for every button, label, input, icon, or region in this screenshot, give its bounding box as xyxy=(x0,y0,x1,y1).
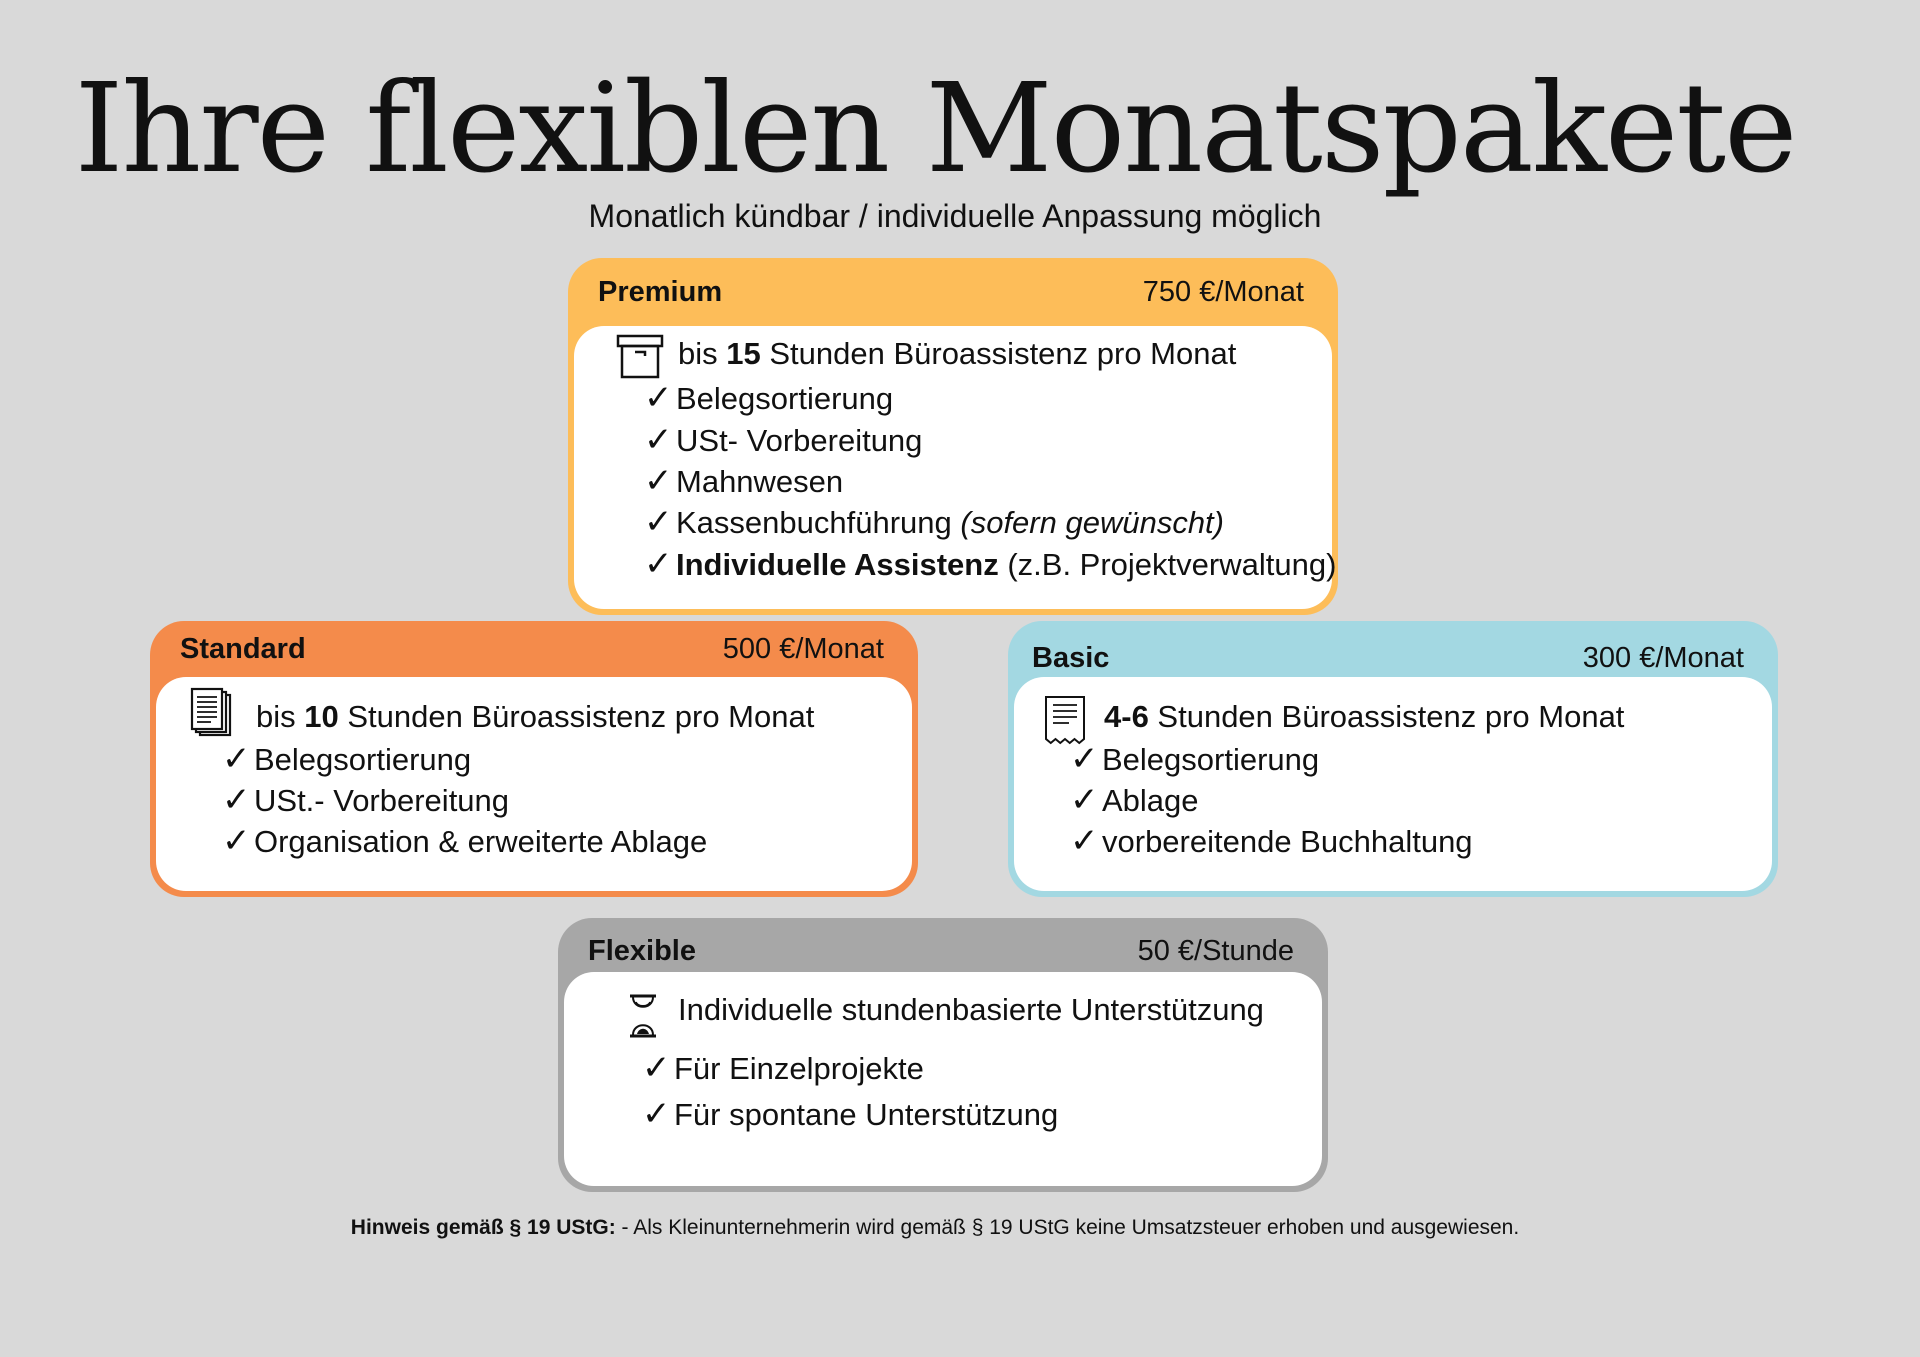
hourglass-icon xyxy=(628,994,658,1038)
footnote-text: - Als Kleinunternehmerin wird gemäß § 19 UStG keine Umsatzsteuer erhoben und ausgewiesen. xyxy=(615,1216,1520,1239)
feature-item: ✓ USt- Vorbereitung xyxy=(644,420,923,460)
basic-package-card xyxy=(1008,621,1778,897)
headline-line: Individuelle stundenbasierte Unterstützung xyxy=(678,992,1264,1027)
flexible-card-body xyxy=(564,972,1322,1186)
package-price: 50 €/Stunde xyxy=(1137,934,1294,967)
feature-item: ✓ Belegsortierung xyxy=(644,378,894,418)
feature-item: ✓ Für spontane Unterstützung xyxy=(642,1094,1059,1134)
feature-item: ✓ vorbereitende Buchhaltung xyxy=(1070,821,1473,861)
flexible-card-header xyxy=(588,924,1294,978)
checkmark-icon: ✓ xyxy=(644,420,673,460)
feature-item: ✓ Belegsortierung xyxy=(222,739,472,779)
archive-box-icon xyxy=(616,334,664,380)
checkmark-icon: ✓ xyxy=(222,780,251,820)
tax-footnote xyxy=(0,1216,1870,1240)
hours-value: 10 xyxy=(304,699,339,734)
page-subtitle: Monatlich kündbar / individuelle Anpassung möglich xyxy=(588,198,1322,234)
premium-package-card xyxy=(568,258,1338,615)
feature-item: ✓ Individuelle Assistenz (z.B. Projektverwaltung) xyxy=(644,544,1337,584)
standard-card-body xyxy=(156,677,912,891)
hours-value: 15 xyxy=(726,336,761,371)
feature-item: ✓ Kassenbuchführung (sofern gewünscht) xyxy=(644,502,1224,542)
package-name: Premium xyxy=(598,275,723,308)
checkmark-icon: ✓ xyxy=(222,739,251,779)
premium-card-body xyxy=(574,326,1337,609)
package-price: 500 €/Monat xyxy=(722,632,884,665)
checkmark-icon: ✓ xyxy=(1070,739,1099,779)
premium-card-header xyxy=(598,258,1304,326)
flexible-package-card xyxy=(558,918,1328,1192)
package-name: Flexible xyxy=(588,934,696,967)
basic-card-body xyxy=(1014,677,1772,891)
package-price: 300 €/Monat xyxy=(1582,641,1744,674)
feature-item: ✓ Belegsortierung xyxy=(1070,739,1320,779)
checkmark-icon: ✓ xyxy=(644,544,673,584)
hours-line: bis 15 Stunden Büroassistenz pro Monat xyxy=(678,336,1237,371)
hours-line: bis 10 Stunden Büroassistenz pro Monat xyxy=(256,699,815,734)
feature-item: ✓ Mahnwesen xyxy=(644,461,844,501)
page-title: Ihre flexiblen Monatspakete xyxy=(74,57,1796,201)
checkmark-icon: ✓ xyxy=(642,1094,671,1134)
feature-item: ✓ Für Einzelprojekte xyxy=(642,1048,924,1088)
footnote-label: Hinweis gemäß § 19 UStG: xyxy=(350,1216,616,1239)
feature-note: (sofern gewünscht) xyxy=(960,505,1224,540)
checkmark-icon: ✓ xyxy=(644,378,673,418)
standard-card-header xyxy=(180,621,884,677)
package-name: Standard xyxy=(180,632,306,665)
checkmark-icon: ✓ xyxy=(642,1048,671,1088)
package-name: Basic xyxy=(1032,641,1110,674)
feature-item: ✓ Ablage xyxy=(1070,780,1199,820)
checkmark-icon: ✓ xyxy=(644,461,673,501)
checkmark-icon: ✓ xyxy=(222,821,251,861)
feature-item: ✓ USt.- Vorbereitung xyxy=(222,780,510,820)
standard-package-card xyxy=(150,621,918,897)
feature-item: ✓ Organisation & erweiterte Ablage xyxy=(222,821,708,861)
checkmark-icon: ✓ xyxy=(1070,821,1099,861)
checkmark-icon: ✓ xyxy=(644,502,673,542)
package-price: 750 €/Monat xyxy=(1142,275,1304,308)
checkmark-icon: ✓ xyxy=(1070,780,1099,820)
hours-value: 4-6 xyxy=(1104,699,1149,734)
hours-line: 4-6 Stunden Büroassistenz pro Monat xyxy=(1104,699,1625,734)
document-stack-icon xyxy=(190,687,234,739)
